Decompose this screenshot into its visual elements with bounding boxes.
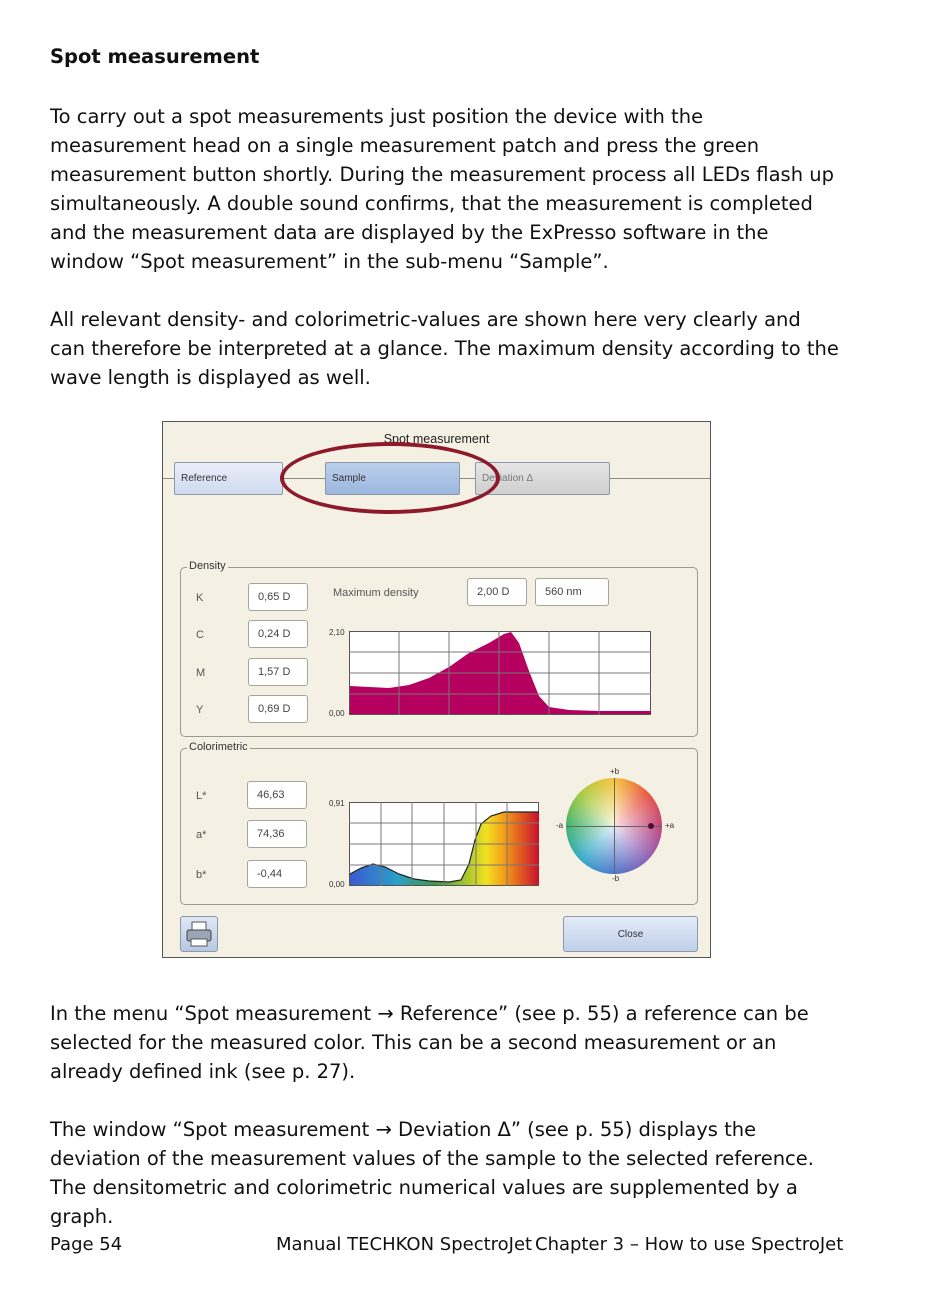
- colorimetric-label-a: a*: [196, 829, 207, 841]
- sample-point-marker: [648, 823, 654, 829]
- tab-reference[interactable]: Reference: [174, 462, 283, 495]
- colorimetric-label-b: b*: [196, 869, 207, 881]
- colorimetric-value-l: 46,63: [247, 781, 307, 809]
- wheel-label-top: +b: [610, 767, 620, 776]
- colorimetric-axis-top: 0,91: [329, 799, 345, 808]
- max-density-label: Maximum density: [333, 587, 419, 599]
- window-title: Spot measurement: [383, 432, 490, 446]
- density-value-m: 1,57 D: [248, 658, 308, 686]
- max-density-value: 2,00 D: [467, 578, 527, 606]
- values-paragraph: All relevant density- and colorimetric-values are shown here very clearly and can therefore be interpreted at a glance. The maximum density according to the wave length is displayed as well.: [50, 308, 839, 389]
- density-label-k: K: [196, 592, 204, 604]
- colorimetric-value-a: 74,36: [247, 820, 307, 848]
- sample-tab-highlight: [280, 442, 500, 514]
- print-button[interactable]: [180, 916, 218, 952]
- wheel-label-left: -a: [556, 821, 564, 830]
- footer-manual-title: Manual TECHKON SpectroJet: [276, 1234, 533, 1255]
- wheel-label-right: +a: [665, 821, 675, 830]
- density-group-label: Density: [189, 560, 226, 572]
- colorimetric-value-b: -0,44: [247, 860, 307, 888]
- intro-paragraph: To carry out a spot measurements just position the device with the measurement head on a single measurement patch and press the green measurement button shortly. During the measurement process all LEDs flash up simultaneously. A double sound confirms, that the measurement is completed and the measurement data are displayed by the ExPresso software in the window “Spot measurement” in the sub-menu “Sample”.: [50, 105, 834, 273]
- colorimetric-spectrum-graph: [349, 802, 539, 886]
- wheel-label-bottom: -b: [612, 874, 620, 883]
- density-spectrum-graph: [349, 631, 651, 715]
- reference-paragraph: In the menu “Spot measurement → Reference” (see p. 55) a reference can be selected for the measured color. This can be a second measurement or an already defined ink (see p. 27).: [50, 1002, 809, 1083]
- density-value-y: 0,69 D: [248, 695, 308, 723]
- footer-page-number: Page 54: [50, 1234, 123, 1255]
- density-value-k: 0,65 D: [248, 583, 308, 611]
- colorimetric-label-l: L*: [196, 790, 207, 802]
- density-axis-bottom: 0,00: [329, 709, 345, 718]
- spot-measurement-window: [162, 421, 711, 958]
- close-button[interactable]: Close: [563, 916, 698, 952]
- tab-deviation[interactable]: Deviation Δ: [475, 462, 610, 495]
- density-label-m: M: [196, 667, 206, 679]
- max-density-wavelength: 560 nm: [535, 578, 609, 606]
- density-label-c: C: [196, 629, 204, 641]
- section-heading: Spot measurement: [50, 45, 260, 68]
- colorimetric-group-label: Colorimetric: [189, 741, 248, 753]
- printer-icon: [181, 917, 217, 951]
- density-label-y: Y: [196, 704, 204, 716]
- color-wheel: [566, 778, 662, 874]
- tab-sample[interactable]: Sample: [325, 462, 460, 495]
- density-axis-top: 2,10: [329, 628, 345, 637]
- footer-chapter: Chapter 3 – How to use SpectroJet: [535, 1234, 844, 1255]
- deviation-paragraph: The window “Spot measurement → Deviation Δ” (see p. 55) displays the deviation of the measurement values of the sample to the selected reference. The densitometric and colorimetric numerical values are supplemented by a graph.: [50, 1118, 814, 1228]
- density-value-c: 0,24 D: [248, 620, 308, 648]
- colorimetric-axis-bottom: 0,00: [329, 880, 345, 889]
